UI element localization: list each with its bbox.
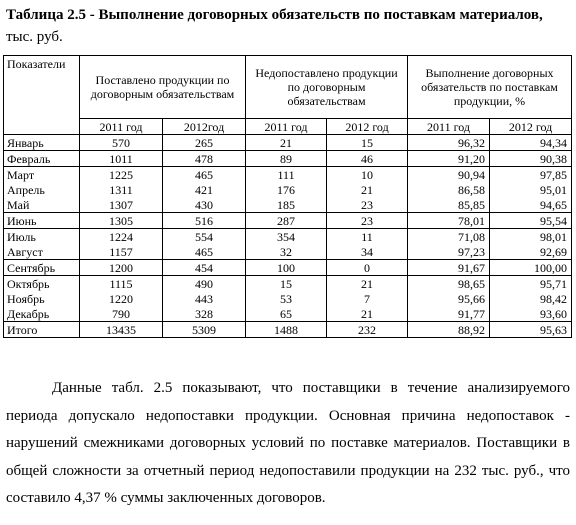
table-cell: 96,32 — [408, 135, 490, 151]
table-row — [4, 135, 572, 151]
header-year: 2012год — [163, 119, 246, 135]
table-cell: 15 — [246, 276, 327, 292]
header-year: 2012 год — [490, 119, 572, 135]
header-year: 2012 год — [327, 119, 408, 135]
table-cell: 89 — [246, 151, 327, 167]
header-year: 2011 год — [408, 119, 490, 135]
table-cell: 443 — [163, 291, 246, 306]
table-cell: 15 — [327, 135, 408, 151]
table-cell: 265 — [163, 135, 246, 151]
row-label: Июль — [4, 229, 80, 245]
table-cell: 93,60 — [490, 306, 572, 322]
table-cell: 10 — [327, 167, 408, 183]
table-row — [4, 276, 572, 292]
table-cell: 91,20 — [408, 151, 490, 167]
table-cell: 354 — [246, 229, 327, 245]
table-cell: 5309 — [163, 322, 246, 338]
header-year: 2011 год — [80, 119, 163, 135]
caption-title: Выполнение договорных обязательств по поставкам материалов, — [98, 7, 543, 23]
table-cell: 421 — [163, 182, 246, 197]
table-cell: 1224 — [80, 229, 163, 245]
row-label: Май — [4, 197, 80, 213]
table-cell: 95,63 — [490, 322, 572, 338]
table-cell: 454 — [163, 260, 246, 276]
table-cell: 328 — [163, 306, 246, 322]
table-caption — [6, 4, 572, 48]
caption-unit: тыс. руб. — [6, 29, 63, 45]
header-delivered: Поставлено продукции по договорным обязательствам — [80, 56, 246, 119]
table-cell: 478 — [163, 151, 246, 167]
table-cell: 554 — [163, 229, 246, 245]
row-label: Декабрь — [4, 306, 80, 322]
table-cell: 100 — [246, 260, 327, 276]
table-cell: 98,65 — [408, 276, 490, 292]
row-label: Март — [4, 167, 80, 183]
table-cell: 7 — [327, 291, 408, 306]
table-cell: 92,69 — [490, 244, 572, 260]
body-paragraph — [6, 375, 570, 513]
table-cell: 287 — [246, 213, 327, 229]
table-cell: 23 — [327, 213, 408, 229]
table-cell: 490 — [163, 276, 246, 292]
table-row — [4, 151, 572, 167]
paragraph-text: Данные табл. 2.5 показывают, что поставщики в течение анализируемого периода допускало недопоставки продукции. Основная причина недопоставок - нарушений смежниками договорных условий по поставке материалов. Поставщики в общей сложности за отчетный период недопоставили продукции на 232 тыс. руб., что составило 4,37 % суммы заключенных договоров. — [6, 380, 570, 506]
table-row — [4, 213, 572, 229]
table-cell: 11 — [327, 229, 408, 245]
table-cell: 85,85 — [408, 197, 490, 213]
row-label: Октябрь — [4, 276, 80, 292]
table-cell: 97,23 — [408, 244, 490, 260]
table-cell: 13435 — [80, 322, 163, 338]
table-cell: 1307 — [80, 197, 163, 213]
table-row — [4, 306, 572, 322]
table-cell: 21 — [327, 276, 408, 292]
table-cell: 95,01 — [490, 182, 572, 197]
table-cell: 1305 — [80, 213, 163, 229]
table-cell: 95,71 — [490, 276, 572, 292]
caption-number: Таблица 2.5 - — [6, 7, 95, 23]
table-cell: 78,01 — [408, 213, 490, 229]
table-row — [4, 291, 572, 306]
table-cell: 1220 — [80, 291, 163, 306]
table-row — [4, 182, 572, 197]
table-cell: 90,94 — [408, 167, 490, 183]
table-cell: 111 — [246, 167, 327, 183]
table-cell: 53 — [246, 291, 327, 306]
table-cell: 1311 — [80, 182, 163, 197]
row-label: Сентябрь — [4, 260, 80, 276]
table-cell: 34 — [327, 244, 408, 260]
table-cell: 1115 — [80, 276, 163, 292]
table-cell: 91,77 — [408, 306, 490, 322]
table-row — [4, 260, 572, 276]
table-cell: 1011 — [80, 151, 163, 167]
table-row — [4, 167, 572, 183]
table-cell: 1488 — [246, 322, 327, 338]
header-fulfillment: Выполнение договорных обязательств по поставкам продукции, % — [408, 56, 572, 119]
table-cell: 1200 — [80, 260, 163, 276]
header-year: 2011 год — [246, 119, 327, 135]
row-label: Февраль — [4, 151, 80, 167]
table-cell: 232 — [327, 322, 408, 338]
table-cell: 570 — [80, 135, 163, 151]
table-cell: 94,65 — [490, 197, 572, 213]
table-cell: 97,85 — [490, 167, 572, 183]
table-cell: 21 — [246, 135, 327, 151]
table-cell: 71,08 — [408, 229, 490, 245]
table-cell: 98,42 — [490, 291, 572, 306]
table-cell: 1157 — [80, 244, 163, 260]
table-cell: 790 — [80, 306, 163, 322]
table-cell: 98,01 — [490, 229, 572, 245]
table-cell: 65 — [246, 306, 327, 322]
table-cell: 95,54 — [490, 213, 572, 229]
table-row — [4, 244, 572, 260]
table-cell: 516 — [163, 213, 246, 229]
header-undelivered: Недопоставлено продукции по договорным обязательствам — [246, 56, 408, 119]
table-row — [4, 322, 572, 338]
table-row — [4, 197, 572, 213]
table-cell: 465 — [163, 167, 246, 183]
table-row — [4, 229, 572, 245]
table-cell: 185 — [246, 197, 327, 213]
table-cell: 21 — [327, 306, 408, 322]
table-cell: 86,58 — [408, 182, 490, 197]
table-cell: 46 — [327, 151, 408, 167]
table-cell: 1225 — [80, 167, 163, 183]
table-cell: 21 — [327, 182, 408, 197]
table-cell: 90,38 — [490, 151, 572, 167]
table-cell: 23 — [327, 197, 408, 213]
table-cell: 176 — [246, 182, 327, 197]
row-label: Апрель — [4, 182, 80, 197]
table-cell: 0 — [327, 260, 408, 276]
table-cell: 95,66 — [408, 291, 490, 306]
table-cell: 32 — [246, 244, 327, 260]
table-cell: 94,34 — [490, 135, 572, 151]
table-cell: 88,92 — [408, 322, 490, 338]
table-cell: 465 — [163, 244, 246, 260]
row-label: Ноябрь — [4, 291, 80, 306]
header-indicators: Показатели — [4, 56, 80, 135]
row-label: Январь — [4, 135, 80, 151]
row-label: Август — [4, 244, 80, 260]
table-cell: 91,67 — [408, 260, 490, 276]
table-cell: 100,00 — [490, 260, 572, 276]
row-label: Итого — [4, 322, 80, 338]
table-cell: 430 — [163, 197, 246, 213]
deliveries-table — [3, 55, 572, 338]
row-label: Июнь — [4, 213, 80, 229]
